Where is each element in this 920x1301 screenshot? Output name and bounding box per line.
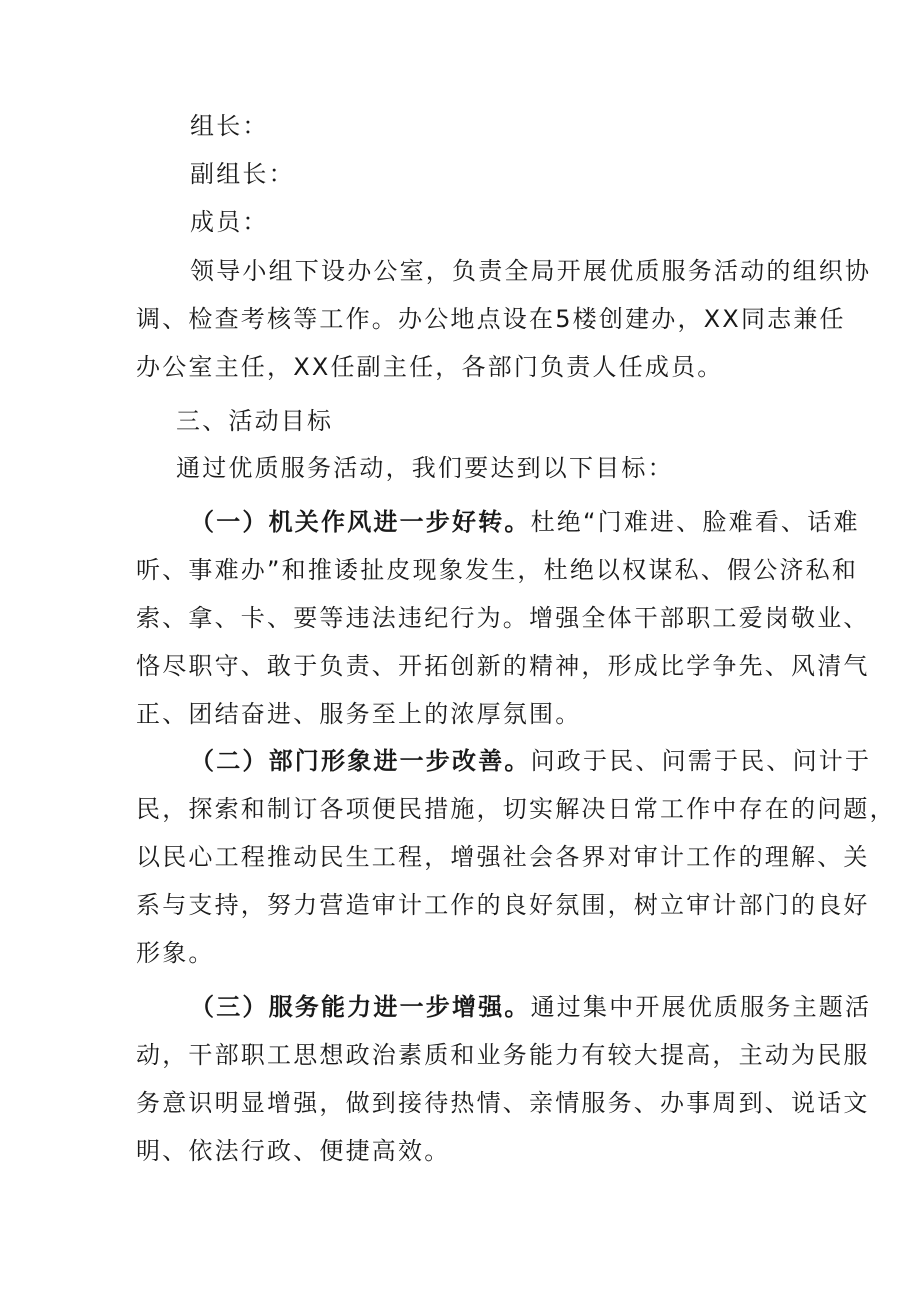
goal-2-text: 问政于民、问需于民、问计于 — [530, 747, 872, 775]
goal-3-line: 明、依法行政、便捷高效。 — [136, 1137, 451, 1165]
goal-3-line: 务意识明显增强，做到接待热情、亲情服务、办事周到、说话文 — [136, 1089, 870, 1117]
goal-3-line — [190, 992, 871, 1022]
office-paragraph-line: 领导小组下设办公室，负责全局开展优质服务活动的组织协 — [190, 257, 872, 285]
office-paragraph-line: 调、检查考核等工作。办公地点设在5楼创建办，XX同志兼任 — [136, 305, 846, 333]
section-heading: 三、活动目标 — [176, 407, 334, 435]
goal-1-line — [190, 507, 860, 537]
goal-1-line: 恪尽职守、敢于负责、开拓创新的精神，形成比学争先、风清气 — [136, 652, 870, 680]
goal-1-text: 杜绝“门难进、脸难看、话难 — [530, 508, 860, 536]
office-paragraph-line: 办公室主任，XX任副主任，各部门负责人任成员。 — [136, 353, 724, 381]
goal-1-line: 正、团结奋进、服务至上的浓厚氛围。 — [136, 700, 582, 728]
goal-2-title: （二）部门形象进一步改善。 — [190, 747, 531, 775]
leader-label: 组长： — [190, 112, 269, 140]
goal-3-title: （三）服务能力进一步增强。 — [190, 993, 531, 1021]
goal-1-line: 听、事难办”和推诿扯皮现象发生，杜绝以权谋私、假公济私和 — [136, 556, 859, 584]
section-intro: 通过优质服务活动，我们要达到以下目标： — [176, 454, 674, 482]
goal-2-line: 以民心工程推动民生工程，增强社会各界对审计工作的理解、关 — [136, 843, 870, 871]
goal-1-line: 索、拿、卡、要等违法违纪行为。增强全体干部职工爱岗敬业、 — [136, 604, 870, 632]
goal-2-line: 系与支持，努力营造审计工作的良好氛围，树立审计部门的良好 — [136, 891, 870, 919]
goal-2-line — [190, 746, 871, 776]
members-label: 成员： — [190, 208, 269, 236]
goal-3-line: 动，干部职工思想政治素质和业务能力有较大提高，主动为民服 — [136, 1041, 870, 1069]
goal-2-line: 民，探索和制订各项便民措施，切实解决日常工作中存在的问题， — [136, 795, 896, 823]
goal-3-text: 通过集中开展优质服务主题活 — [530, 993, 872, 1021]
goal-2-line: 形象。 — [136, 939, 215, 967]
goal-1-title: （一）机关作风进一步好转。 — [190, 508, 531, 536]
deputy-leader-label: 副组长： — [190, 160, 295, 188]
